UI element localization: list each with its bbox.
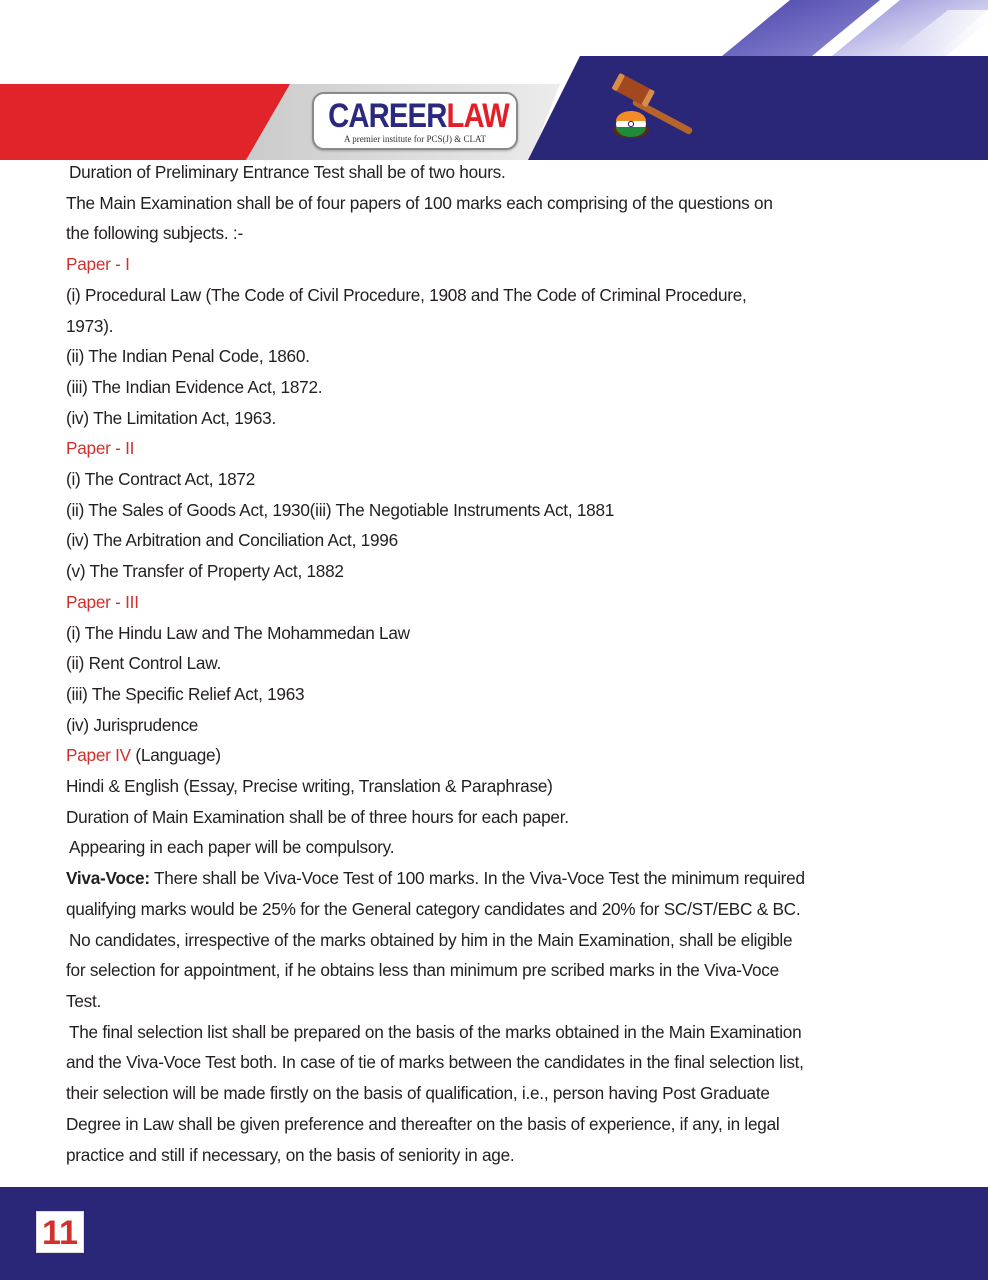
paper-1-heading: Paper - I: [66, 254, 130, 275]
page-number: 11: [36, 1211, 84, 1253]
final-selection-line-3: their selection will be made firstly on the basis of qualification, i.e., person having Post Graduate: [66, 1083, 770, 1104]
logo-wordmark: [328, 97, 509, 135]
list-item: (iii) The Specific Relief Act, 1963: [66, 683, 305, 704]
list-item: (i) The Hindu Law and The Mohammedan Law: [66, 622, 410, 643]
eligibility-line-1: No candidates, irrespective of the marks obtained by him in the Main Examination, shall be eligible: [69, 929, 793, 950]
list-item: Hindi & English (Essay, Precise writing, Translation & Paraphrase): [66, 776, 553, 797]
list-item: (i) The Contract Act, 1872: [66, 469, 256, 490]
india-flag-emblem: [613, 111, 649, 138]
logo-law-text: LAW: [446, 97, 509, 135]
final-selection-line-4: Degree in Law shall be given preference and thereafter on the basis of experience, if any, in legal: [66, 1113, 780, 1134]
viva-voce-label: Viva-Voce:: [66, 868, 150, 889]
paper-4-heading-suffix: (Language): [130, 745, 221, 766]
list-item: (iii) The Indian Evidence Act, 1872.: [66, 376, 323, 397]
page-header: [0, 0, 988, 160]
list-item: 1973).: [66, 315, 114, 336]
paper-4-heading: Paper IV: [66, 745, 131, 766]
list-item: (i) Procedural Law (The Code of Civil Procedure, 1908 and The Code of Criminal Procedure,: [66, 284, 747, 305]
viva-voce-line-2: qualifying marks would be 25% for the General category candidates and 20% for SC/ST/EBC & BC.: [66, 898, 801, 919]
paper-4-heading-line: [66, 740, 916, 771]
list-item: (iv) The Limitation Act, 1963.: [66, 407, 276, 428]
logo-career-text: CAREER: [328, 97, 447, 135]
list-item: (v) The Transfer of Property Act, 1882: [66, 561, 344, 582]
viva-voce-text: There shall be Viva-Voce Test of 100 marks. In the Viva-Voce Test the minimum required: [149, 868, 805, 889]
main-exam-intro-line-1: The Main Examination shall be of four papers of 100 marks each comprising of the questions on: [66, 192, 773, 213]
main-exam-intro-line-2: the following subjects. :-: [66, 223, 243, 244]
compulsory-text: Appearing in each paper will be compulsory.: [69, 837, 395, 858]
page-content: [66, 157, 916, 1170]
gavel-icon: [605, 68, 705, 140]
final-selection-line-5: practice and still if necessary, on the basis of seniority in age.: [66, 1144, 515, 1165]
eligibility-line-3: Test.: [66, 990, 102, 1011]
career-law-logo: [312, 92, 518, 150]
paper-2-heading: Paper - II: [66, 438, 135, 459]
final-selection-line-1: The final selection list shall be prepared on the basis of the marks obtained in the Main Examination: [69, 1021, 802, 1042]
paper-3-heading: Paper - III: [66, 591, 139, 612]
final-selection-line-2: and the Viva-Voce Test both. In case of tie of marks between the candidates in the final selection list,: [66, 1052, 804, 1073]
viva-voce-line-1: [66, 863, 916, 894]
logo-tagline: A premier institute for PCS(J) & CLAT: [344, 134, 486, 144]
list-item: (ii) Rent Control Law.: [66, 653, 221, 674]
preliminary-duration-text: Duration of Preliminary Entrance Test shall be of two hours.: [69, 162, 506, 182]
main-duration-text: Duration of Main Examination shall be of three hours for each paper.: [66, 806, 569, 827]
page-footer: [0, 1187, 988, 1280]
list-item: (iv) The Arbitration and Conciliation Act, 1996: [66, 530, 398, 551]
eligibility-line-2: for selection for appointment, if he obtains less than minimum pre scribed marks in the Viva-Voce: [66, 960, 779, 981]
list-item: (ii) The Sales of Goods Act, 1930(iii) The Negotiable Instruments Act, 1881: [66, 499, 615, 520]
list-item: (iv) Jurisprudence: [66, 714, 199, 735]
list-item: (ii) The Indian Penal Code, 1860.: [66, 346, 310, 367]
